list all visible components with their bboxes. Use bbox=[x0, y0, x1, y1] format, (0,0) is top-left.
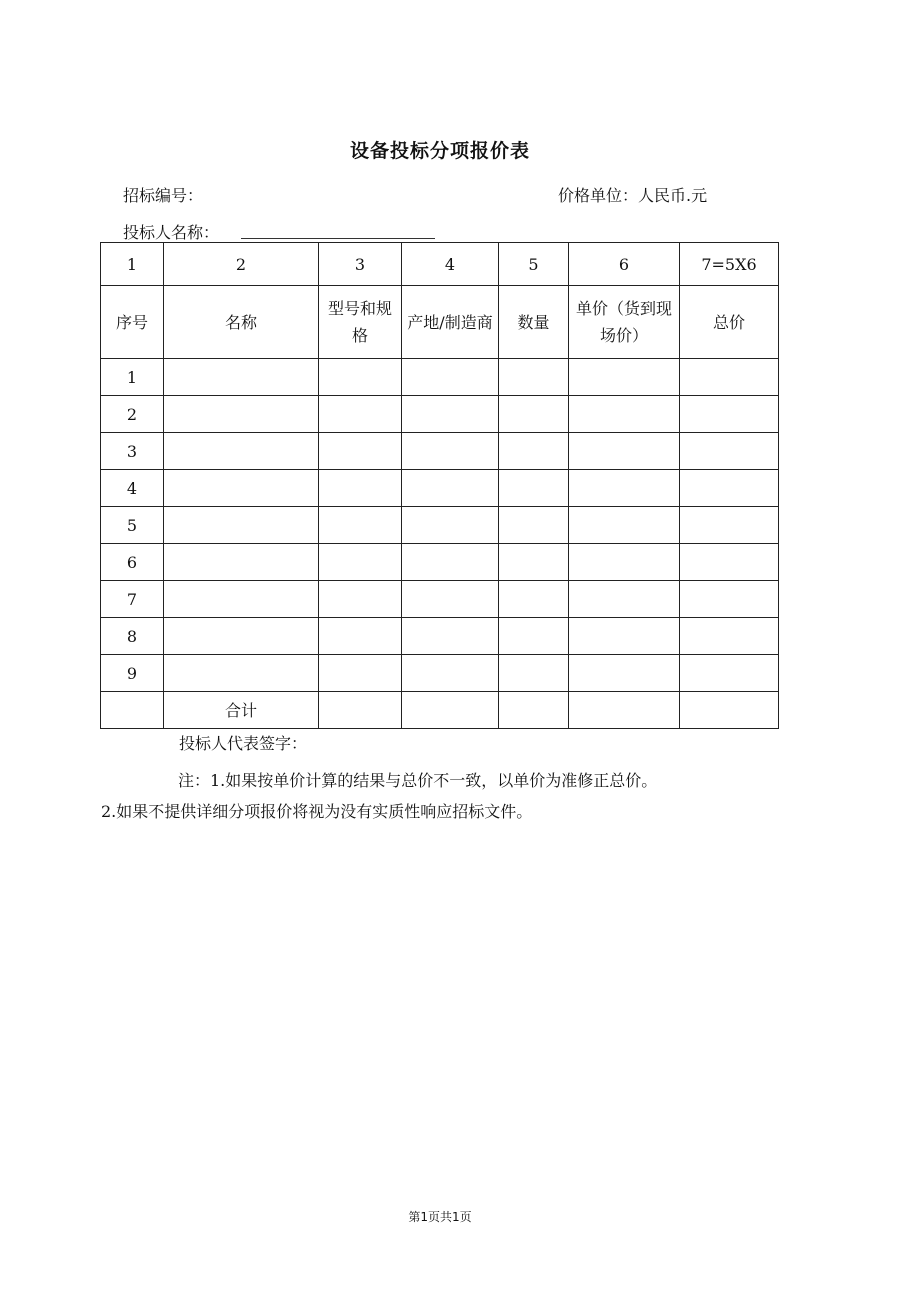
row-unit-price-cell[interactable] bbox=[569, 507, 680, 544]
page-footer: 第1页共1页 bbox=[408, 1210, 472, 1224]
row-name-cell[interactable] bbox=[164, 470, 319, 507]
column-number-row bbox=[101, 243, 779, 286]
row-index: 4 bbox=[101, 470, 164, 507]
table-row bbox=[101, 433, 779, 470]
row-index: 1 bbox=[101, 359, 164, 396]
row-name-cell[interactable] bbox=[164, 581, 319, 618]
total-price-cell[interactable] bbox=[680, 692, 779, 729]
row-name-cell[interactable] bbox=[164, 655, 319, 692]
row-total-price-cell[interactable] bbox=[680, 618, 779, 655]
column-number: 7=5X6 bbox=[680, 243, 779, 286]
bidder-name-field[interactable] bbox=[241, 238, 435, 239]
table-row bbox=[101, 581, 779, 618]
row-total-price-cell[interactable] bbox=[680, 655, 779, 692]
row-unit-price-cell[interactable] bbox=[569, 433, 680, 470]
row-index: 5 bbox=[101, 507, 164, 544]
table-row bbox=[101, 507, 779, 544]
row-name-cell[interactable] bbox=[164, 544, 319, 581]
row-total-price-cell[interactable] bbox=[680, 470, 779, 507]
table-row bbox=[101, 618, 779, 655]
column-number: 5 bbox=[499, 243, 569, 286]
total-index-cell bbox=[101, 692, 164, 729]
row-index: 9 bbox=[101, 655, 164, 692]
row-index: 3 bbox=[101, 433, 164, 470]
row-origin-cell[interactable] bbox=[402, 581, 499, 618]
row-model-cell[interactable] bbox=[319, 655, 402, 692]
row-total-price-cell[interactable] bbox=[680, 581, 779, 618]
row-origin-cell[interactable] bbox=[402, 359, 499, 396]
column-number: 2 bbox=[164, 243, 319, 286]
total-model-cell[interactable] bbox=[319, 692, 402, 729]
row-origin-cell[interactable] bbox=[402, 433, 499, 470]
row-model-cell[interactable] bbox=[319, 544, 402, 581]
column-number: 1 bbox=[101, 243, 164, 286]
row-model-cell[interactable] bbox=[319, 433, 402, 470]
column-header-unit-price: 单价（货到现场价） bbox=[569, 286, 680, 359]
table-row bbox=[101, 544, 779, 581]
row-quantity-cell[interactable] bbox=[499, 618, 569, 655]
row-quantity-cell[interactable] bbox=[499, 581, 569, 618]
row-model-cell[interactable] bbox=[319, 581, 402, 618]
row-index: 2 bbox=[101, 396, 164, 433]
column-header-quantity: 数量 bbox=[499, 286, 569, 359]
signature-label: 投标人代表签字： bbox=[179, 734, 308, 753]
row-quantity-cell[interactable] bbox=[499, 470, 569, 507]
row-unit-price-cell[interactable] bbox=[569, 359, 680, 396]
row-origin-cell[interactable] bbox=[402, 655, 499, 692]
row-total-price-cell[interactable] bbox=[680, 433, 779, 470]
page-title: 设备投标分项报价表 bbox=[349, 140, 530, 162]
total-quantity-cell[interactable] bbox=[499, 692, 569, 729]
note-2: 2.如果不提供详细分项报价将视为没有实质性响应招标文件。 bbox=[101, 802, 533, 821]
column-number: 4 bbox=[402, 243, 499, 286]
column-header-name: 名称 bbox=[164, 286, 319, 359]
row-quantity-cell[interactable] bbox=[499, 507, 569, 544]
row-model-cell[interactable] bbox=[319, 396, 402, 433]
column-header-row bbox=[101, 286, 779, 359]
row-origin-cell[interactable] bbox=[402, 470, 499, 507]
row-total-price-cell[interactable] bbox=[680, 544, 779, 581]
table-row bbox=[101, 396, 779, 433]
row-unit-price-cell[interactable] bbox=[569, 544, 680, 581]
row-index: 8 bbox=[101, 618, 164, 655]
row-model-cell[interactable] bbox=[319, 618, 402, 655]
table-row bbox=[101, 470, 779, 507]
row-name-cell[interactable] bbox=[164, 433, 319, 470]
bid-number-label: 招标编号： bbox=[123, 186, 204, 205]
bidder-name-label: 投标人名称： bbox=[123, 223, 220, 242]
row-origin-cell[interactable] bbox=[402, 507, 499, 544]
row-unit-price-cell[interactable] bbox=[569, 396, 680, 433]
row-origin-cell[interactable] bbox=[402, 618, 499, 655]
row-quantity-cell[interactable] bbox=[499, 359, 569, 396]
row-name-cell[interactable] bbox=[164, 618, 319, 655]
column-number: 6 bbox=[569, 243, 680, 286]
column-header-origin: 产地/制造商 bbox=[402, 286, 499, 359]
total-origin-cell[interactable] bbox=[402, 692, 499, 729]
row-unit-price-cell[interactable] bbox=[569, 581, 680, 618]
price-unit-label: 价格单位：人民币.元 bbox=[558, 186, 708, 205]
row-name-cell[interactable] bbox=[164, 507, 319, 544]
row-origin-cell[interactable] bbox=[402, 396, 499, 433]
row-unit-price-cell[interactable] bbox=[569, 655, 680, 692]
row-name-cell[interactable] bbox=[164, 359, 319, 396]
row-model-cell[interactable] bbox=[319, 507, 402, 544]
total-unit-price-cell[interactable] bbox=[569, 692, 680, 729]
row-unit-price-cell[interactable] bbox=[569, 618, 680, 655]
column-number: 3 bbox=[319, 243, 402, 286]
row-origin-cell[interactable] bbox=[402, 544, 499, 581]
row-model-cell[interactable] bbox=[319, 470, 402, 507]
total-label: 合计 bbox=[164, 692, 319, 729]
note-1: 注：1.如果按单价计算的结果与总价不一致，以单价为准修正总价。 bbox=[178, 771, 658, 790]
row-quantity-cell[interactable] bbox=[499, 396, 569, 433]
row-model-cell[interactable] bbox=[319, 359, 402, 396]
row-index: 7 bbox=[101, 581, 164, 618]
total-row bbox=[101, 692, 779, 729]
column-header-model: 型号和规格 bbox=[319, 286, 402, 359]
row-total-price-cell[interactable] bbox=[680, 507, 779, 544]
quote-table bbox=[100, 242, 779, 729]
row-total-price-cell[interactable] bbox=[680, 359, 779, 396]
table-row bbox=[101, 359, 779, 396]
table-row bbox=[101, 655, 779, 692]
row-unit-price-cell[interactable] bbox=[569, 470, 680, 507]
row-total-price-cell[interactable] bbox=[680, 396, 779, 433]
row-quantity-cell[interactable] bbox=[499, 544, 569, 581]
row-index: 6 bbox=[101, 544, 164, 581]
column-header-index: 序号 bbox=[101, 286, 164, 359]
row-name-cell[interactable] bbox=[164, 396, 319, 433]
column-header-total-price: 总价 bbox=[680, 286, 779, 359]
row-quantity-cell[interactable] bbox=[499, 433, 569, 470]
row-quantity-cell[interactable] bbox=[499, 655, 569, 692]
